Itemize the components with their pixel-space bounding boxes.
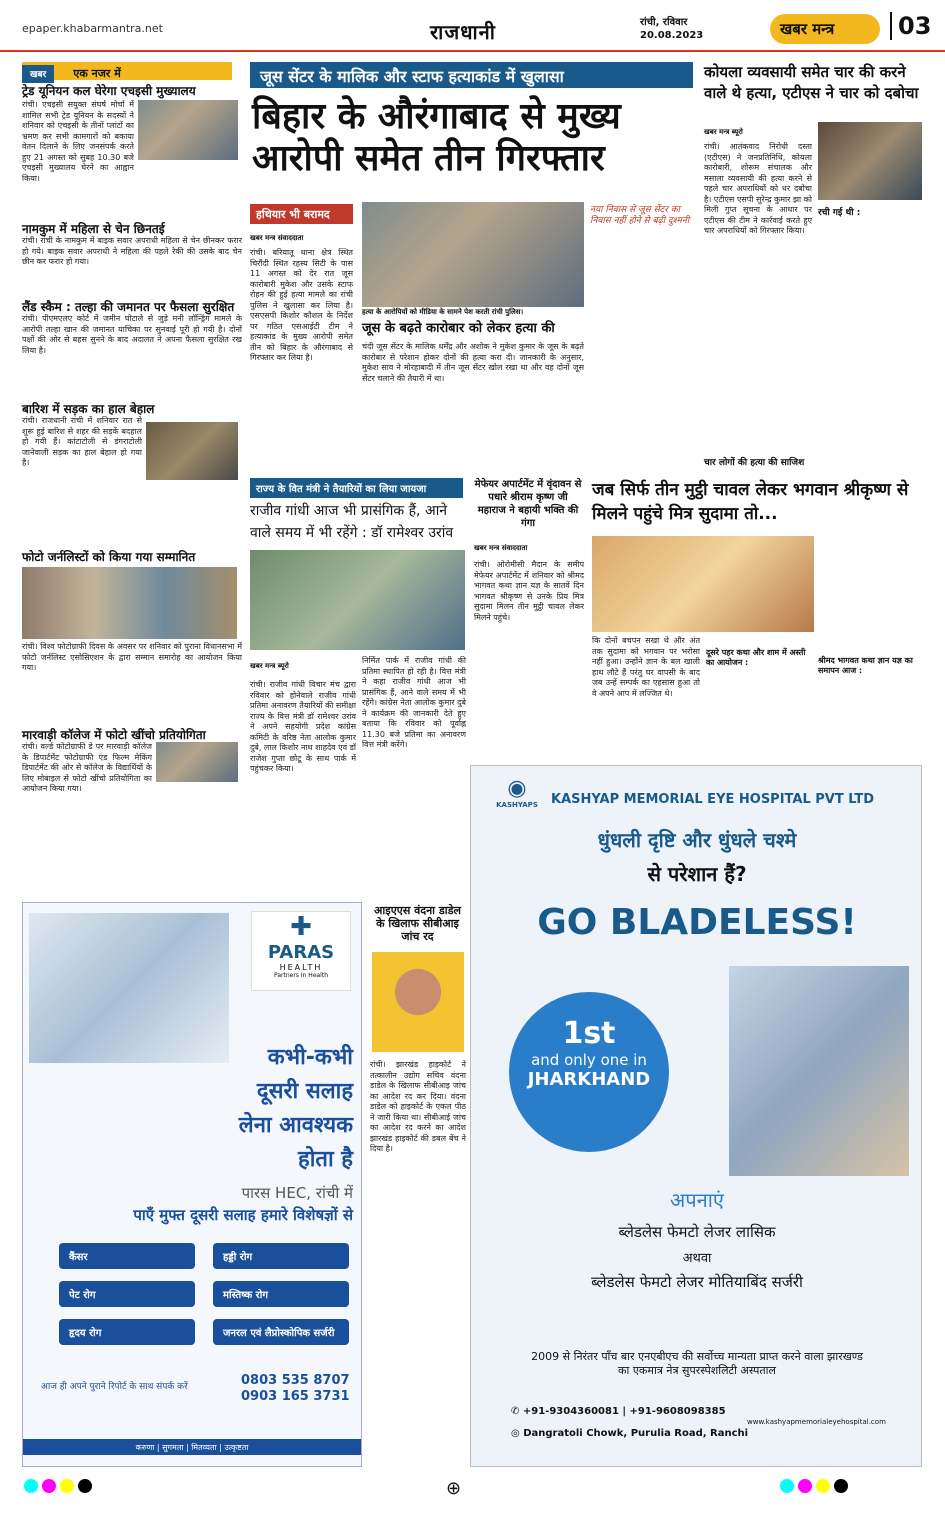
issue-date: 20.08.2023: [640, 30, 704, 41]
vandana-photo: [372, 952, 464, 1052]
mayfair-headline: मेफेयर अपार्टमेंट में वृंदावन से पधारे श्रीराम कृष्ण जी महाराज ने बहायी भक्ति की गंगा: [474, 479, 582, 529]
mayfair-byline: खबर मन्त्र संवाददाता: [474, 544, 528, 552]
coal-body: रांची। आतंकवाद निरोधी दस्ता (एटीएस) ने जनप्रतिनिधि, कोयला कारोबारी, शोरूम संचालक और मसाला व्यवसायी की हत्या करने से पहले चार अपराधियों को धर दबोचा है। एटीएस एसपी सुरेन्द्र कुमार झा को मिली गुप्त सूचना के आधार पर एटीएस की टीम ने कार्रवाई करते हुए चार अपराधियों को गिरफ्तार किया।: [704, 142, 812, 235]
brief-photo: [138, 100, 238, 160]
paras-logo-sub: HEALTH: [279, 963, 323, 972]
vitt-headline: राजीव गांधी आज भी प्रासंगिक हैं, आने वाले समय में भी रहेंगे : डॉ रामेश्वर उरांव: [250, 503, 454, 541]
kashyap-award: 2009 से निरंतर पाँच बार एनएबीएच की सर्वोच्च मान्यता प्राप्त करने वाला झारखण्ड का एकमात्र नेत्र सुपरस्पेशलिटी अस्पताल: [531, 1350, 863, 1377]
paras-footer: करुणा | सुगमता | मितव्यता | उत्कृष्टता: [23, 1439, 361, 1455]
kashyap-phone[interactable]: ✆ +91-9304360081 | +91-9608098385: [511, 1406, 726, 1417]
vitt-photo: [250, 550, 465, 650]
brief-body: रांची। वर्ल्ड फोटोग्राफी डे पर मारवाड़ी कॉलेज के डिपार्टमेंट फोटोग्राफी एंड फिल्म मेकिंग डिपार्टमेंट की ओर से कॉलेज के विद्यार्थियों के लिए मोबाइल से फोटो खींचो प्रतियोगिता का आयोजन किया गया।: [22, 742, 152, 793]
lead-kicker: जूस सेंटर के मालिक और स्टाफ हत्याकांड में खुलासा: [250, 62, 693, 88]
sudama-illustration: [592, 536, 814, 632]
brief-title: बारिश में सड़क का हाल बेहाल: [22, 402, 155, 416]
brief-title: ट्रेड यूनियन कल घेरेगा एचइसी मुख्यालय: [22, 84, 196, 98]
section-title: राजधानी: [430, 20, 496, 44]
college-photo: [156, 742, 238, 782]
badge-first: 1st: [562, 1016, 616, 1051]
page-header: [0, 0, 945, 52]
paras-line6: पाएँ मुफ्त दूसरी सलाह हमारे विशेषज्ञों से: [133, 1206, 353, 1224]
lead-headline: बिहार के औरंगाबाद से मुख्य आरोपी समेत तीन गिरफ्तार: [252, 96, 621, 179]
vandana-body: रांची। झारखंड हाइकोर्ट ने तत्कालीन उद्योग सचिव वंदना डाडेल के खिलाफ सीबीआइ जांच का आदेश रद कर दिया। वंदना डाडेल को हाइकोर्ट के एकल पीठ ने जारी किया था। सीबीआई जांच का आदेश रद करने का आदेश झारखंड हाइकोर्ट की डबल बेंच ने दिया है।: [370, 1060, 466, 1153]
sudama-body: कि दोनों बचपन सखा थे और अंत तक सुदामा को भगवान पर भरोसा नहीं हुआ। उन्होंने ज्ञान के बल खाली हाथ लौटे हैं परंतु घर वापसी के बाद जब उन्हें सम्पर्क का एहसास हुआ तो वे अपने आप में लज्जित थे।: [592, 636, 700, 698]
brief-title: फोटो जर्नलिस्टों को किया गया सम्मानित: [22, 550, 196, 564]
coal-byline: खबर मन्त्र ब्यूरो: [704, 128, 743, 136]
kashyap-logo: [487, 776, 547, 822]
phone-icon: ✆: [511, 1406, 523, 1417]
paras-phone1[interactable]: 0803 535 8707: [241, 1373, 350, 1388]
kashyap-lasik: ब्लेडलेस फेमटो लेजर लासिक: [618, 1223, 776, 1241]
mayfair-body: रांची। ओरोमीसी मैदान के समीप मेफेयर अपार्टमेंट में शनिवार को श्रीमद भागवत कथा ज्ञान यज्ञ के सातवें दिन भागवत श्रीकृष्ण से उनके प्रिय मित्र सुदामा मिलन तीन मुट्ठी चावल लेकर मिलने पहुंचे।: [474, 560, 584, 622]
lead-subheadline: जूस के बढ़ते कारोबार को लेकर हत्या की: [362, 321, 555, 336]
paras-line5: पारस HEC, रांची में: [241, 1184, 353, 1202]
paras-line1: कभी-कभी: [267, 1045, 353, 1070]
lead-caption: हत्या के आरोपियों को मीडिया के सामने पेश करती रांची पुलिस।: [362, 308, 524, 316]
paras-cta: आज ही अपने पुराने रिपोर्ट के साथ संपर्क करें: [41, 1382, 188, 1392]
ek-nazar-column: [22, 84, 242, 894]
eye-icon: ◉: [507, 776, 527, 801]
lead-subbody: चंदी जूस सेंटर के मालिक धर्मेंद्र और अशोक ने मुकेश कुमार के जूस के बढ़ते कारोबार से परेशान होकर दोनों की हत्या करा दी। जानकारी के अनुसार, मुकेश साव ने मोरहाबादी में तीन जूस सेंटर खोल रखा था और वह दोनों जूस सेंटर चलाने की तैयारी में था।: [362, 342, 584, 383]
paras-ad[interactable]: [22, 902, 362, 1467]
kashyap-address: ◎ Dangratoli Chowk, Purulia Road, Ranchi: [511, 1428, 749, 1439]
paras-line4: होता है: [298, 1147, 353, 1172]
kashyap-line2: से परेशान हैं?: [647, 862, 747, 886]
service-surgery[interactable]: जनरल एवं लैप्रोस्कोपिक सर्जरी: [213, 1319, 349, 1345]
ek-nazar-label: एक नजर में: [73, 67, 121, 80]
lead-photo: [362, 202, 584, 307]
paras-services: [59, 1243, 349, 1345]
brief-body: रांची। रांची के नामकुम में बाइक सवार अपराधी महिला से चेन छीनकर फरार हो गये। बाइक सवार अपराधी ने महिला की पहले रेकी की उसके बाद चेन छीन कर फरार हो गया।: [22, 236, 242, 266]
paras-tagline: Partners In Health: [273, 972, 329, 979]
paras-line3: लेना आवश्यक: [238, 1113, 353, 1138]
paras-line2: दूसरी सलाह: [256, 1079, 353, 1104]
brief-title: लैंड स्कैम : तल्हा की जमानत पर फैसला सुरक्षित: [22, 300, 235, 314]
coal-sidehead: रची गई थी :: [818, 208, 861, 218]
city-day: रांची, रविवार: [640, 17, 688, 28]
ek-nazar-bar: [22, 62, 232, 80]
kashyap-cataract: ब्लेडलेस फेमटो लेजर मोतियाबिंद सर्जरी: [591, 1273, 803, 1291]
vitt-byline: खबर मन्त्र ब्यूरो: [250, 662, 289, 670]
service-gastro[interactable]: पेट रोग: [59, 1281, 195, 1307]
lead-byline: खबर मन्त्र संवाददाता: [250, 234, 304, 242]
brief-body: रांची। एचइसी सयुक्त संघर्ष मोर्चा में शामिल सभी ट्रेड यूनियन के सदस्यों ने शनिवार को एचइसी के तीनों प्लांटों का भ्रमण कर सभी कामगारों को बकाया वेतन दिलाने के लिए जनसंपर्क करते हुए 21 अगस्त को सुबह 10.30 बजे एचइसी मुख्यालय घेरने का आह्वान किया।: [22, 100, 134, 183]
coal-sub: चार लोगों की हत्या की साजिश: [704, 458, 805, 468]
brief-body: रांची। पीएमएलए कोर्ट में जमीन घोटाले से जुड़े मनी लॉन्ड्रिंग मामले के आरोपी तल्हा खान की जमानत याचिका पर सुनवाई पूरी हो गयी है। दोनों पक्षों की ओर से बहस सुनने के बाद अदालत ने अपना फैसला सुरक्षित रख लिया है।: [22, 314, 242, 355]
badge-state: JHARKHAND: [527, 1069, 651, 1090]
vitt-body: रांची। राजीव गांधी विचार मंच द्वारा रविवार को होनेवाले राजीव गांधी प्रतिमा अनावरण तैयारियों की समीक्षा राज्य के वित्त मंत्री डॉ रामेश्वर उरांव ने अपने सहयोगी प्रदेश कांग्रेस कमिटी के वरिष्ठ नेता आलोक कुमार दुबे, लाल किशोर नाथ शाहदेव एवं डॉ राजेश गुप्ता छोटू के साथ पार्क में पहुंचकर किया।: [250, 680, 356, 773]
khabar-tag: खबर: [22, 65, 54, 83]
paras-phones: [241, 1373, 350, 1405]
kashyap-logo-text: KASHYAPS: [496, 801, 538, 809]
brief-title: मारवाड़ी कॉलेज में फोटो खींचो प्रतियोगिता: [22, 728, 206, 742]
registration-marks-left: [24, 1478, 96, 1498]
jharkhand-badge: [509, 992, 669, 1152]
kashyap-web[interactable]: www.kashyapmemorialeyehospital.com: [747, 1418, 886, 1426]
badge-only: and only one in: [531, 1051, 647, 1069]
vitt-banner: राज्य के वित मंत्री ने तैयारियों का लिया जायजा: [250, 478, 463, 498]
kashyap-line1: धुंधली दृष्टि और धुंधले चश्मे: [597, 828, 797, 852]
page-number: 03: [890, 12, 931, 40]
sudama-headline: जब सिर्फ तीन मुट्ठी चावल लेकर भगवान श्रीकृष्ण से मिलने पहुंचे मित्र सुदामा तो...: [592, 480, 909, 524]
registration-marks-right: [780, 1478, 852, 1498]
road-photo: [146, 422, 238, 480]
brand-logo: खबर मन्त्र: [770, 14, 880, 44]
lead-tag: हथियार भी बरामद: [250, 204, 353, 224]
sudama-sub2: श्रीमद भागवत कथा ज्ञान यज्ञ का समापन आज :: [818, 656, 913, 675]
lead-body: रांची। बरियातू थाना क्षेत्र स्थित चिरौंदी स्थित रहस्य सिटी के पास 11 अगस्त को देर रात जूस कारोबारी मुकेश और उसके स्टाफ रोहन की हुई हत्या मामले का रांची पुलिस ने खुलासा कर लिया है। एसएसपी किशोर कौशल के निर्देश पर गठित एसआईटी टीम ने हत्याकांड के मुख्य आरोपी समेत तीन को बिहार के औरंगाबाद से गिरफ्तार कर लिया है।: [250, 248, 353, 362]
kashyap-name: KASHYAP MEMORIAL EYE HOSPITAL PVT LTD: [551, 792, 875, 807]
paras-phone2[interactable]: 0903 165 3731: [241, 1389, 350, 1404]
journalists-photo: [22, 567, 237, 639]
doctors-photo: [29, 913, 229, 1063]
brief-body: रांची। विश्व फोटोग्राफी दिवस के अवसर पर शनिवार को पुराना विधानसभा में फोटो जर्नलिस्ट एसोसिएशन के द्वारा सम्मान समारोह का आयोजन किया गया।: [22, 642, 242, 672]
kashyap-athva: अथवा: [682, 1251, 712, 1266]
paras-headline: [223, 1041, 353, 1177]
brief-body: रांची। राजधानी रांची में शनिवार रात से शुरू हुई बारिश से शहर की सड़कें बदहाल हो गयी हैं। कांटाटोली से डंगराटोली जानेवाली सड़क का हाल बेहाल हो गया है।: [22, 416, 142, 467]
kashyap-apnaye: अपनाएं: [670, 1188, 724, 1212]
location-icon: ◎: [511, 1428, 524, 1439]
kashyap-big: GO BLADELESS!: [537, 902, 857, 943]
sudama-sub: दूसरे पहर कथा और शाम में अस्ती का आयोजन :: [706, 648, 806, 667]
coal-headline: कोयला व्यवसायी समेत चार की करने वाले थे हत्या, एटीएस ने चार को दबोचा: [704, 63, 919, 102]
site-url[interactable]: epaper.khabarmantra.net: [22, 22, 163, 35]
crosshair-icon: ⊕: [446, 1478, 462, 1499]
vitt-body2: निर्मित पार्क में राजीव गांधी की प्रतिमा स्थापित हो रही है। वित्त मंत्री ने कहा राजीव गांधी आज भी प्रासंगिक हैं, आने वाले समय में भी रहेंगे। कांग्रेस नेता आलोक कुमार दुबे ने कार्यक्रम की जानकारी देते हुए बताया कि रविवार को पूर्वाह्न 11.30 बजे प्रतिमा का अनावरण वित्त मंत्री करेंगे।: [362, 656, 466, 749]
kashyap-ad[interactable]: [470, 765, 922, 1467]
paras-logo: ✚ PARAS HEALTH Partners In Health: [251, 911, 351, 991]
service-neuro[interactable]: मस्तिष्क रोग: [213, 1281, 349, 1307]
coal-photo: [818, 122, 922, 200]
patient-photo: [729, 966, 909, 1176]
service-cancer[interactable]: कैंसर: [59, 1243, 195, 1269]
vandana-headline: आइएएस वंदना डाडेल के खिलाफ सीबीआइ जांच रद: [374, 904, 461, 943]
dateline: [640, 16, 703, 42]
paras-logo-text: PARAS: [267, 942, 335, 963]
service-ortho[interactable]: हड्डी रोग: [213, 1243, 349, 1269]
lead-sidehead: नया निवास से जूस सेंटर का निवास नहीं होने से बढ़ी दुश्मनी: [590, 205, 690, 226]
brief-title: नामकुम में महिला से चेन छिनतई: [22, 222, 165, 236]
service-cardio[interactable]: हृदय रोग: [59, 1319, 195, 1345]
